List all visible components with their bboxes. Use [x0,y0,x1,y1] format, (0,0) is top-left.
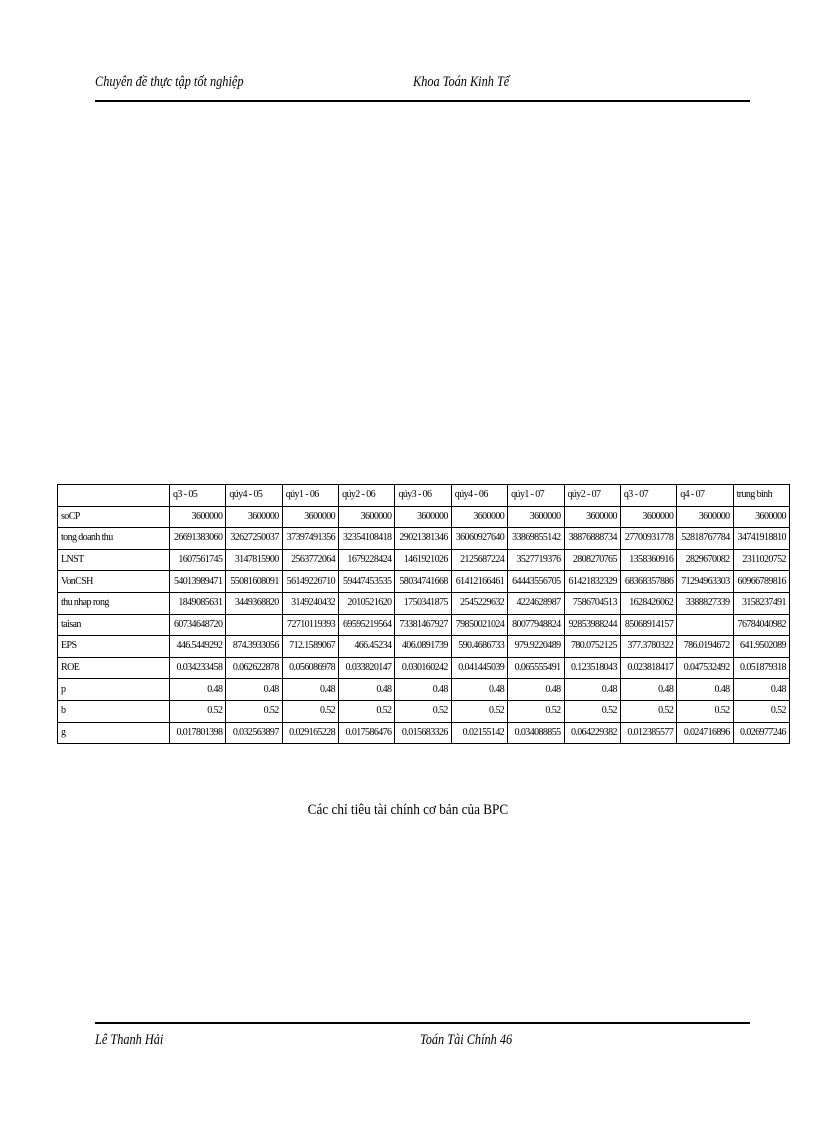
table-cell: 0.48 [170,679,226,701]
table-cell: 641.9502089 [733,636,789,658]
table-cell: 3527719376 [508,549,564,571]
table-cell: 3600000 [451,506,507,528]
table-cell: 3600000 [226,506,282,528]
table-cell: 3158237491 [733,592,789,614]
table-row [58,528,790,550]
table-cell: 64443556705 [508,571,564,593]
table-cell: 0.047532492 [677,657,733,679]
header-left-title: Chuyên đề thực tập tốt nghiệp [95,74,244,90]
table-cell: 32354108418 [339,528,395,550]
table-cell: 80077948824 [508,614,564,636]
table-cell: 0.52 [170,700,226,722]
table-cell: 3600000 [620,506,676,528]
table-cell: 0.017586476 [339,722,395,744]
row-label: EPS [58,636,170,658]
table-cell: 466.45234 [339,636,395,658]
table-cell: 377.3780322 [620,636,676,658]
table-cell: 69595219564 [339,614,395,636]
table-row [58,571,790,593]
table-cell: 0.52 [508,700,564,722]
table-cell: 0.48 [395,679,451,701]
table-cell: 58034741668 [395,571,451,593]
table-cell: 85068914157 [620,614,676,636]
table-cell: 1849085631 [170,592,226,614]
table-cell: 2010521620 [339,592,395,614]
table-cell: 0.48 [564,679,620,701]
table-cell: 71294963303 [677,571,733,593]
column-header: qúy1 - 07 [508,485,564,507]
table-row [58,636,790,658]
row-label: thu nhap rong [58,592,170,614]
table-cell: 0.041445039 [451,657,507,679]
table-cell: 0.023818417 [620,657,676,679]
table-cell: 32627250037 [226,528,282,550]
table-row [58,657,790,679]
table-cell: 33869855142 [508,528,564,550]
row-label: ROE [58,657,170,679]
table-cell: 2829670082 [677,549,733,571]
table-cell: 0.48 [282,679,338,701]
table-cell: 7586704513 [564,592,620,614]
table-cell: 712.1589067 [282,636,338,658]
table-cell: 52818767784 [677,528,733,550]
table-cell: 37397491356 [282,528,338,550]
table-row [58,722,790,744]
column-header: q3 - 05 [170,485,226,507]
table-cell: 3600000 [170,506,226,528]
column-header: q3 - 07 [620,485,676,507]
row-label: taisan [58,614,170,636]
table-cell: 0.52 [677,700,733,722]
table-cell: 0.48 [677,679,733,701]
table-cell: 2125687224 [451,549,507,571]
table-cell: 0.032563897 [226,722,282,744]
table-cell: 1750341875 [395,592,451,614]
table-cell: 4224628987 [508,592,564,614]
table-cell: 0.030160242 [395,657,451,679]
table-cell: 2311020752 [733,549,789,571]
table-cell: 0.015683326 [395,722,451,744]
table-row [58,614,790,636]
table-caption [0,802,816,819]
table-cell: 0.026977246 [733,722,789,744]
table-cell: 72710119393 [282,614,338,636]
table-cell: 0.52 [564,700,620,722]
table-cell: 446.5449292 [170,636,226,658]
table-header-row [58,485,790,507]
table-cell: 34741918810 [733,528,789,550]
table-cell: 2545229632 [451,592,507,614]
table-cell: 68368357886 [620,571,676,593]
table-cell: 3147815900 [226,549,282,571]
table-row [58,549,790,571]
footer-rule [95,1022,750,1024]
table-cell: 0.051879318 [733,657,789,679]
column-header: q4 - 07 [677,485,733,507]
table-cell: 3600000 [733,506,789,528]
table-cell [677,614,733,636]
table-cell: 38876888734 [564,528,620,550]
header-corner-cell [58,485,170,507]
table-row [58,592,790,614]
table-cell: 3600000 [339,506,395,528]
row-label: g [58,722,170,744]
table-cell: 0.034233458 [170,657,226,679]
table-cell: 36060927640 [451,528,507,550]
table-cell: 0.52 [339,700,395,722]
table-cell: 0.48 [620,679,676,701]
table-cell: 0.02155142 [451,722,507,744]
table-cell: 979.9220489 [508,636,564,658]
table-cell: 54013989471 [170,571,226,593]
column-header: qúy3 - 06 [395,485,451,507]
table-row [58,679,790,701]
table-cell: 61412166461 [451,571,507,593]
column-header: trung bình [733,485,789,507]
table-caption-text: Các chỉ tiêu tài chính cơ bản của BPC [307,802,509,818]
table-cell: 76784040982 [733,614,789,636]
table-cell: 60966789816 [733,571,789,593]
table-cell: 0.52 [282,700,338,722]
table-cell: 0.48 [733,679,789,701]
table-cell: 3449368820 [226,592,282,614]
table-cell: 0.029165228 [282,722,338,744]
table-cell: 3600000 [508,506,564,528]
table-cell: 73381467927 [395,614,451,636]
table-cell: 79850021024 [451,614,507,636]
table-cell: 0.033820147 [339,657,395,679]
table-row [58,700,790,722]
column-header: qúy2 - 07 [564,485,620,507]
table-cell: 0.062622878 [226,657,282,679]
table-cell: 60734648720 [170,614,226,636]
table-cell: 0.065555491 [508,657,564,679]
table-cell: 2808270765 [564,549,620,571]
column-header: qúy1 - 06 [282,485,338,507]
table-cell: 0.024716896 [677,722,733,744]
table-cell: 27700931778 [620,528,676,550]
table-row [58,506,790,528]
table-cell: 0.48 [339,679,395,701]
header-right-title: Khoa Toán Kinh Tế [413,74,510,90]
table-cell: 780.0752125 [564,636,620,658]
row-label: b [58,700,170,722]
footer-author: Lê Thanh Hải [95,1032,164,1048]
table-cell [226,614,282,636]
row-label: tong doanh thu [58,528,170,550]
page-header [95,72,750,102]
table-cell: 0.52 [395,700,451,722]
table-cell: 3149240432 [282,592,338,614]
footer-course: Toán Tài Chính 46 [420,1032,513,1048]
table-cell: 2563772064 [282,549,338,571]
column-header: qúy4 - 05 [226,485,282,507]
table-cell: 1628426062 [620,592,676,614]
table-cell: 3600000 [564,506,620,528]
row-label: LNST [58,549,170,571]
column-header: qúy4 - 06 [451,485,507,507]
table-cell: 0.52 [620,700,676,722]
table-cell: 0.48 [451,679,507,701]
table-cell: 0.012385577 [620,722,676,744]
table-cell: 406.0891739 [395,636,451,658]
table-cell: 1679228424 [339,549,395,571]
table-cell: 55081608091 [226,571,282,593]
table-cell: 0.48 [226,679,282,701]
table-cell: 3388827339 [677,592,733,614]
table-cell: 1461921026 [395,549,451,571]
table-cell: 56149226710 [282,571,338,593]
table-cell: 3600000 [395,506,451,528]
table-cell: 0.48 [508,679,564,701]
table-cell: 0.034088855 [508,722,564,744]
table-cell: 0.056086978 [282,657,338,679]
table-cell: 1607561745 [170,549,226,571]
table-cell: 874.3933056 [226,636,282,658]
table-cell: 26691383060 [170,528,226,550]
table-cell: 0.52 [733,700,789,722]
table-cell: 29021381346 [395,528,451,550]
table-cell: 786.0194672 [677,636,733,658]
row-label: p [58,679,170,701]
table-cell: 0.123518043 [564,657,620,679]
table-cell: 0.52 [226,700,282,722]
table-cell: 59447453535 [339,571,395,593]
table-cell: 1358360916 [620,549,676,571]
financial-table [57,484,790,744]
column-header: qúy2 - 06 [339,485,395,507]
table-cell: 0.52 [451,700,507,722]
table-cell: 590.4686733 [451,636,507,658]
row-label: VonCSH [58,571,170,593]
table-cell: 3600000 [677,506,733,528]
table-cell: 0.064229382 [564,722,620,744]
table-cell: 0.017801398 [170,722,226,744]
row-label: soCP [58,506,170,528]
table-cell: 61421832329 [564,571,620,593]
table-cell: 92853988244 [564,614,620,636]
table-cell: 3600000 [282,506,338,528]
